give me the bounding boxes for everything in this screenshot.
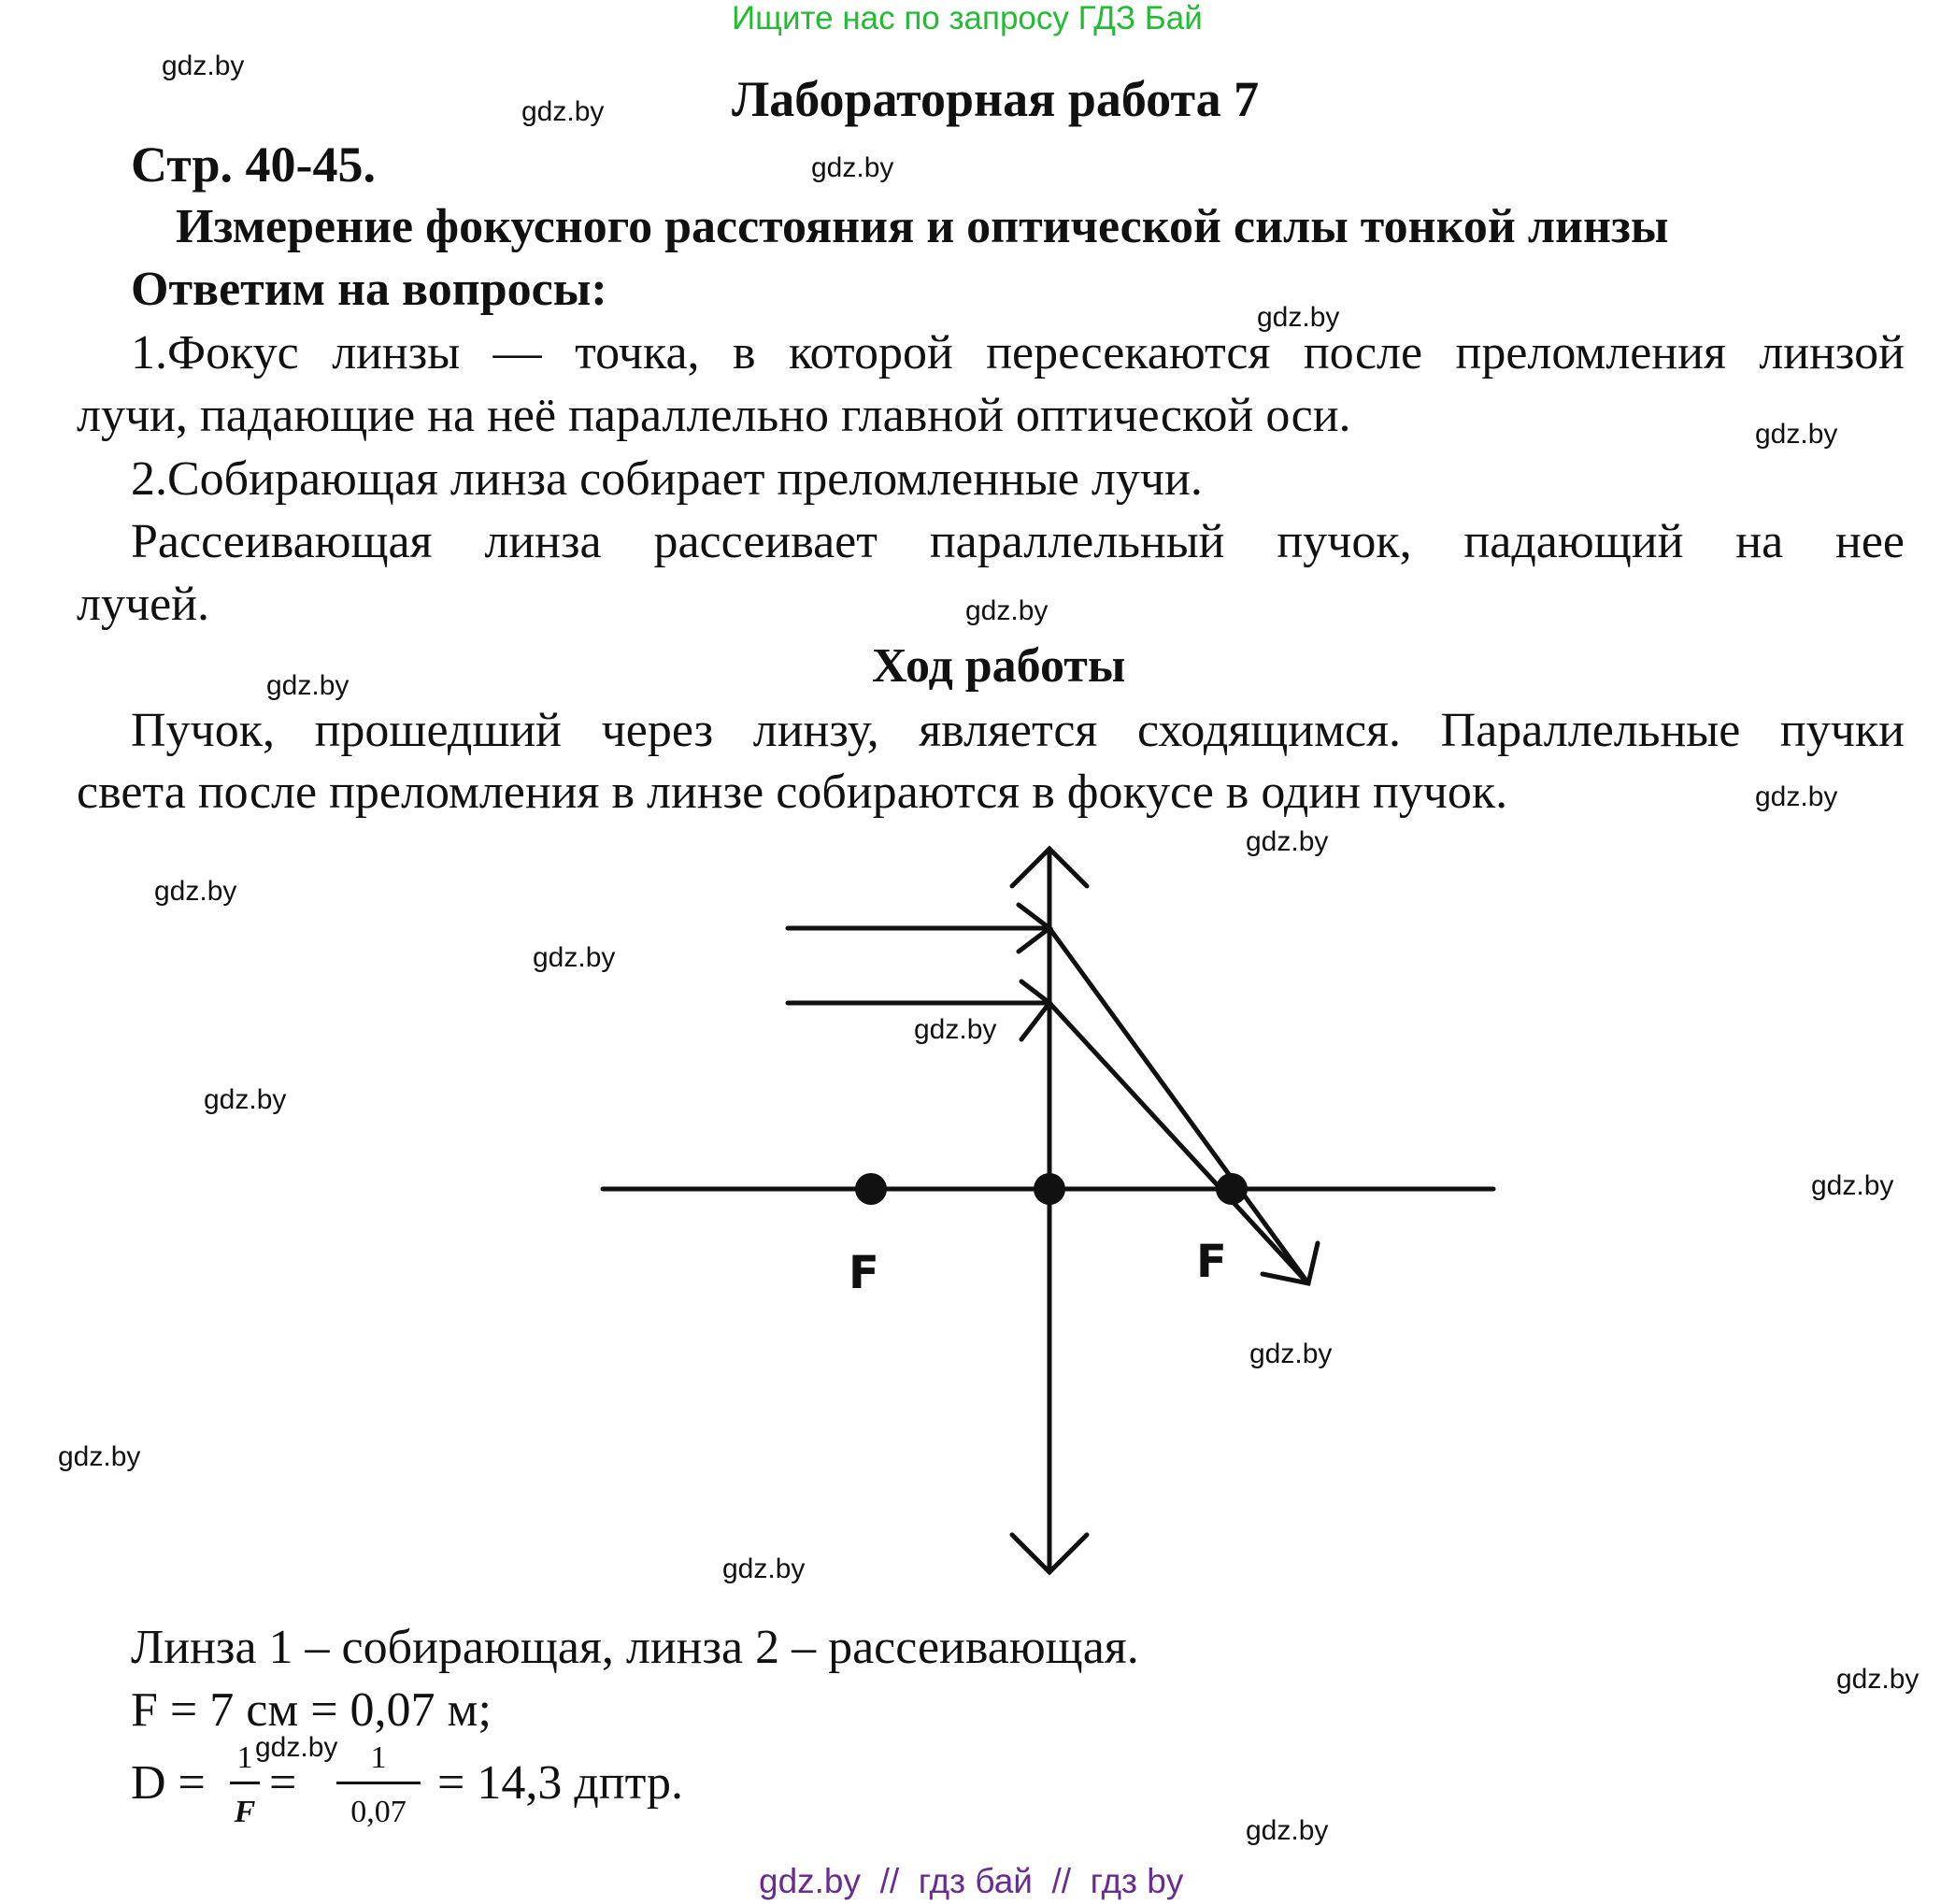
work-heading: Ход работы (872, 639, 1126, 693)
answer-1-line-2: лучи, падающие на неё параллельно главной оптической оси. (77, 389, 1351, 442)
formula-equals: = (269, 1756, 297, 1810)
lab-title: Лабораторная работа 7 (732, 71, 1260, 127)
watermark: gdz.by (204, 1084, 287, 1115)
fraction-2-denominator: 0,07 (350, 1795, 407, 1829)
watermark: gdz.by (266, 670, 350, 701)
watermark: gdz.by (1836, 1664, 1919, 1695)
watermark: gdz.by (1249, 1339, 1333, 1369)
answers-heading: Ответим на вопросы: (131, 263, 607, 316)
watermark: gdz.by (1755, 781, 1838, 812)
answer-2-line-1: 2.Собирающая линза собирает преломленные лучи. (131, 452, 1203, 506)
watermark: gdz.by (58, 1441, 141, 1472)
fraction-1-bar (230, 1782, 260, 1784)
fraction-1-denominator: F (234, 1795, 256, 1829)
lab-subtitle: Измерение фокусного расстояния и оптической силы тонкой линзы (176, 200, 1669, 253)
watermark: gdz.by (521, 96, 605, 127)
incident-ray-2-arrowhead (1021, 981, 1049, 1039)
fraction-2-bar (336, 1782, 421, 1784)
fraction-1-numerator: 1 (236, 1740, 253, 1775)
watermark: gdz.by (255, 1732, 338, 1763)
watermark: gdz.by (533, 942, 616, 973)
left-focus-point (855, 1173, 887, 1205)
watermark: gdz.by (965, 595, 1049, 626)
formula-result: = 14,3 дптр. (437, 1756, 683, 1810)
page-reference: Стр. 40-45. (131, 136, 376, 193)
optical-center-point (1034, 1173, 1065, 1205)
refracted-ray-2 (1049, 1003, 1304, 1279)
right-focus-point (1216, 1173, 1248, 1205)
watermark: gdz.by (1811, 1170, 1894, 1201)
result-focal-length: F = 7 см = 0,07 м; (131, 1683, 492, 1737)
left-focus-label: F (849, 1247, 879, 1299)
refracted-ray-1 (1049, 928, 1308, 1283)
watermark: gdz.by (162, 50, 245, 81)
result-lens-types: Линза 1 – собирающая, линза 2 – рассеивающая. (131, 1621, 1139, 1674)
answer-2-line-3: лучей. (77, 578, 210, 631)
formula-lhs: D = (131, 1756, 206, 1810)
work-line-1: Пучок, прошедший через линзу, является сходящимся. Параллельные пучки (131, 704, 1905, 757)
watermark: gdz.by (811, 152, 894, 183)
fraction-2-numerator: 1 (370, 1740, 387, 1775)
watermark: gdz.by (914, 1014, 997, 1045)
watermark: gdz.by (722, 1553, 806, 1584)
answer-2-line-2: Рассеивающая линза рассеивает параллельный пучок, падающий на нее (131, 515, 1905, 568)
footer-links: gdz.by // гдз бай // гдз by (759, 1862, 1184, 1900)
watermark: gdz.by (1246, 1815, 1329, 1846)
watermark: gdz.by (154, 876, 237, 907)
answer-1-line-1: 1.Фокус линзы — точка, в которой пересекаются после преломления линзой (131, 326, 1905, 379)
right-focus-label: F (1196, 1236, 1227, 1288)
work-line-2: света после преломления в линзе собираются в фокусе в один пучок. (77, 766, 1508, 819)
watermark: gdz.by (1755, 419, 1838, 450)
search-banner: Ищите нас по запросу ГДЗ Бай (732, 0, 1203, 36)
watermark: gdz.by (1246, 826, 1329, 857)
watermark: gdz.by (1257, 302, 1340, 333)
